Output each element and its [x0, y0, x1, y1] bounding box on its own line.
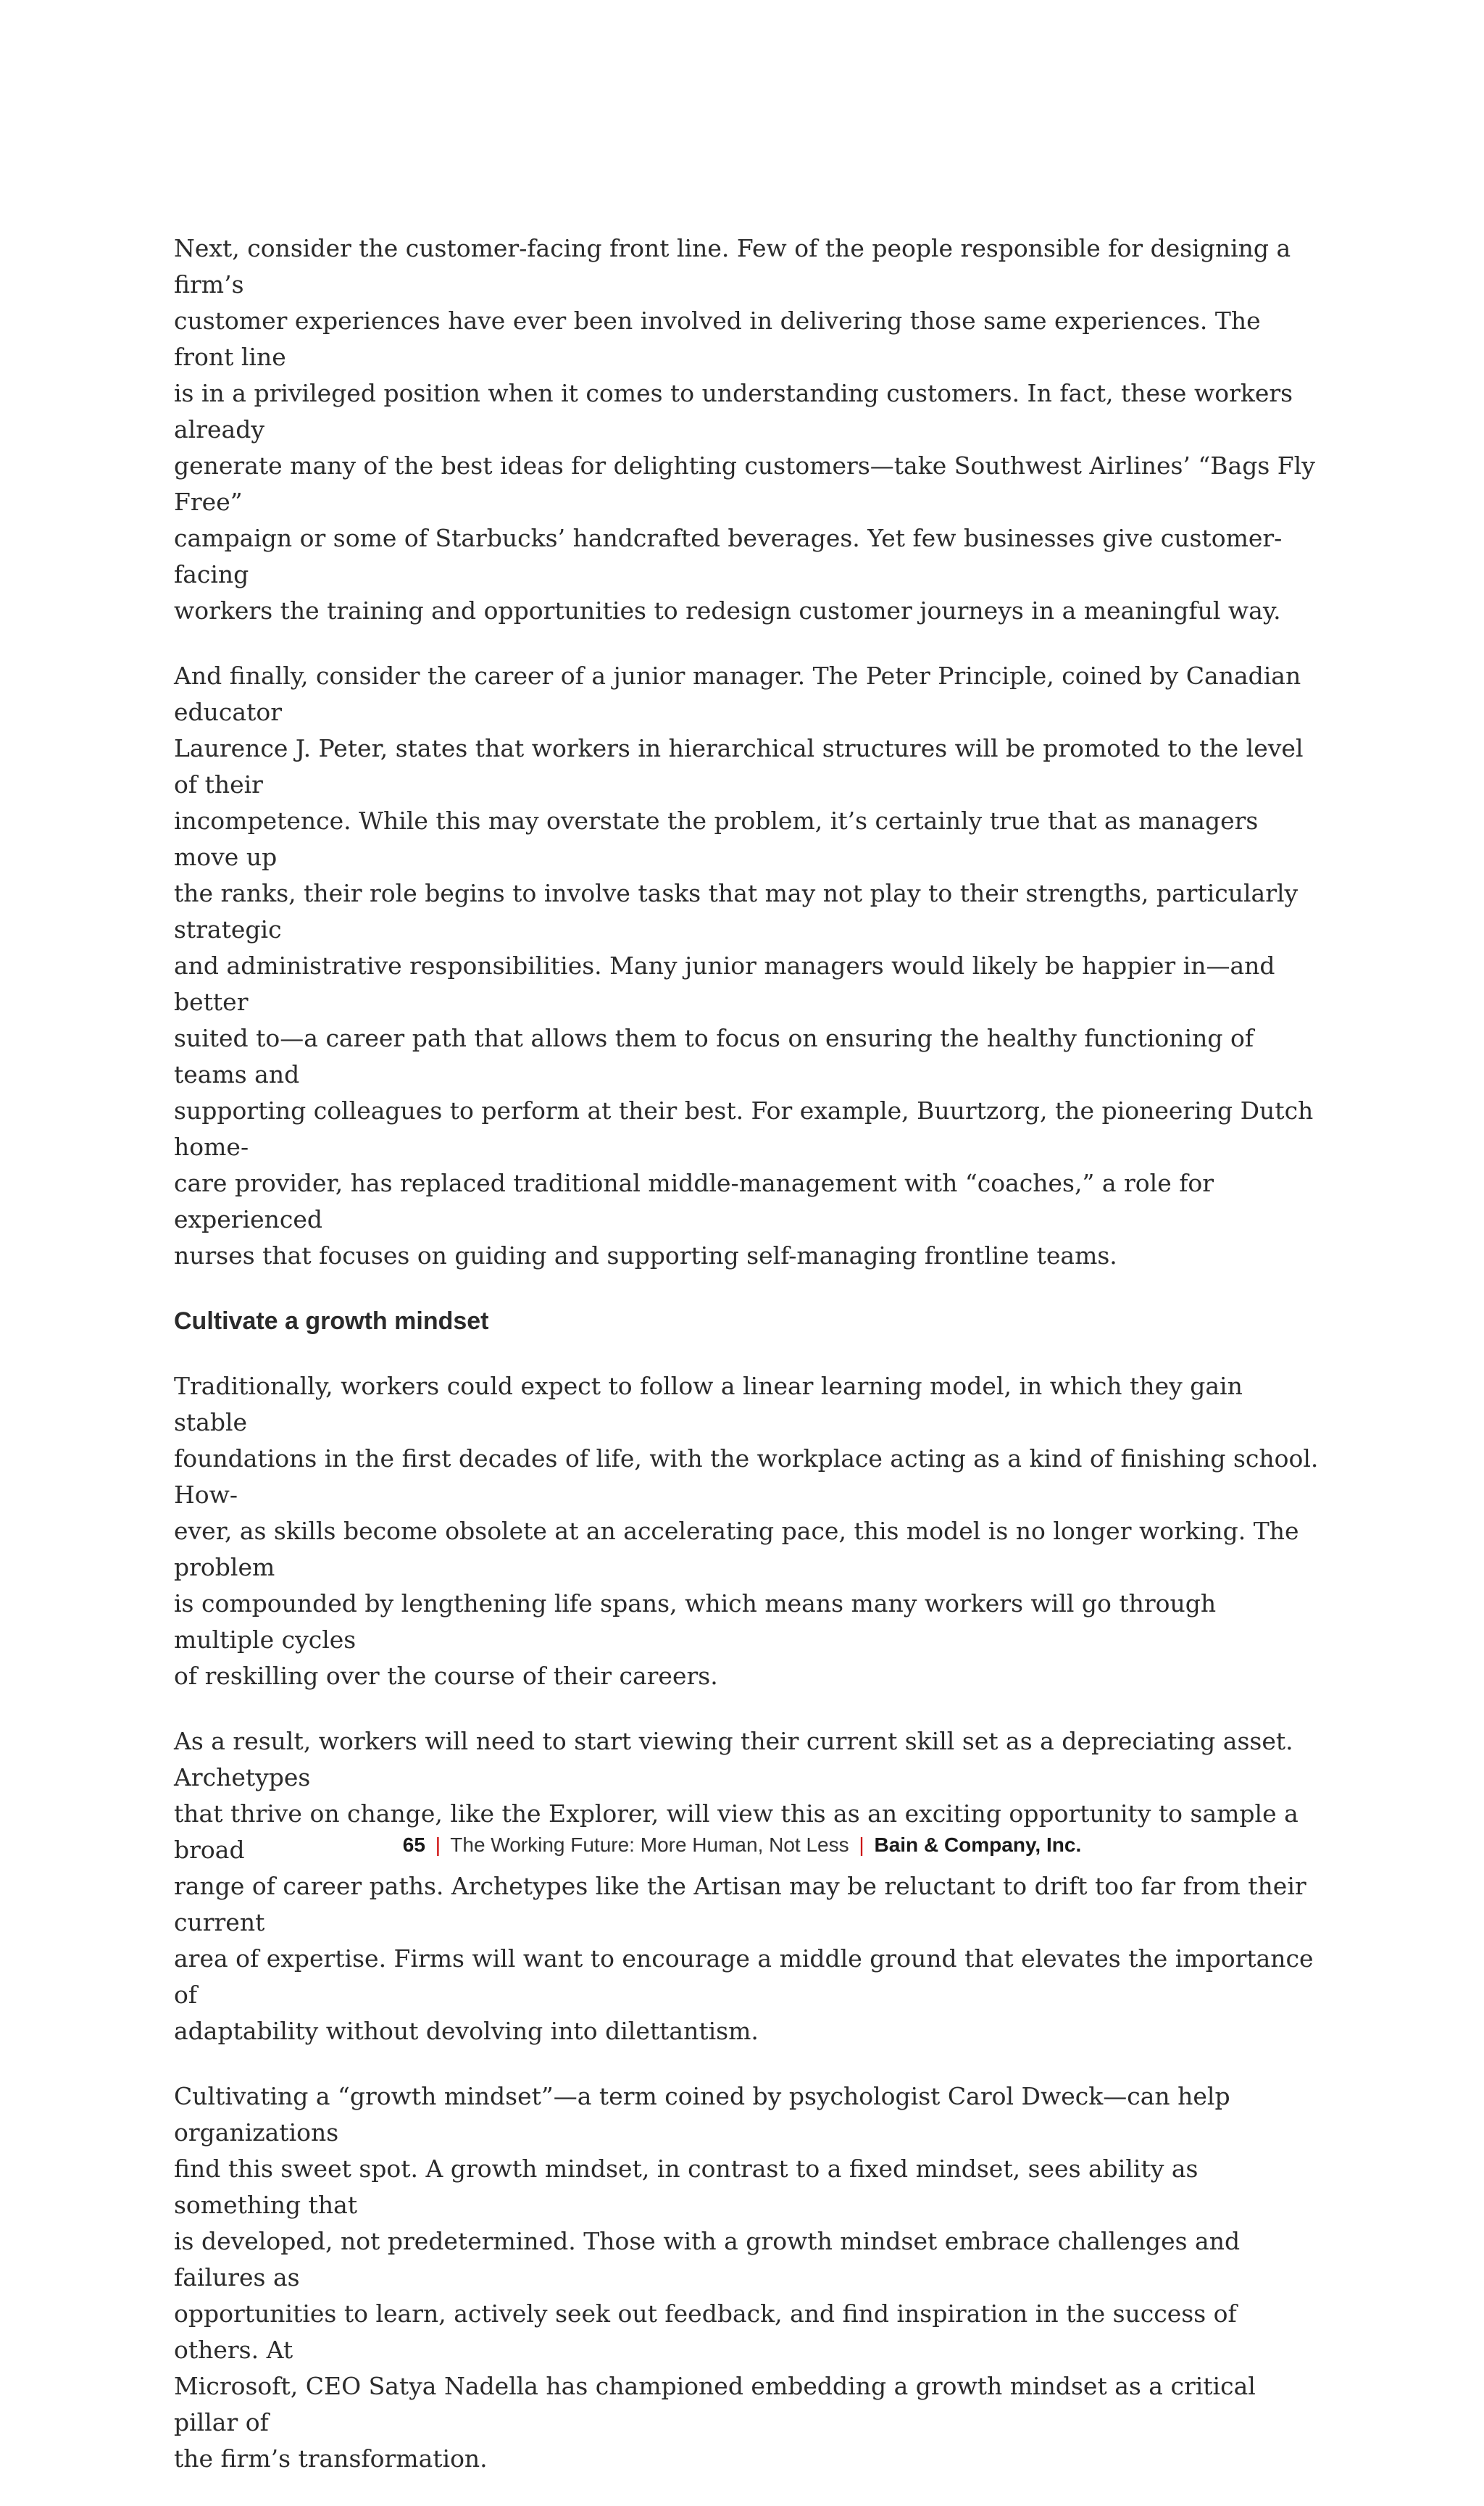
- paragraph-growth-mindset: Cultivating a “growth mindset”—a term coined by psychologist Carol Dweck—can help organizations find this sweet spot. A growth mindset, in contrast to a fixed mindset, sees ability as something that is developed, not predetermined. Those with a growth mindset embrace challenges and failures as opportunities to learn, actively seek out feedback, and find inspiration in the success of others. At Microsoft, CEO Satya Nadella has championed embedding a growth mindset as a critical pillar of the firm’s transformation.: [174, 2082, 1256, 2473]
- page-footer: [0, 1831, 1484, 1860]
- footer-separator: |: [859, 1833, 864, 1856]
- paragraph-depreciating-asset: As a result, workers will need to start viewing their current skill set as a depreciating asset. Archetypes that thrive on change, like the Explorer, will view this as an exciting opportunity to sample a broad range of career paths. Archetypes like the Artisan may be reluctant to drift too far from their current area of expertise. Firms will want to encourage a middle ground that elevates the importance of adaptability without devolving into dilettantism.: [174, 1727, 1314, 2045]
- paragraph-front-line: Next, consider the customer-facing front line. Few of the people responsible for designing a firm’s customer experiences have ever been involved in delivering those same experiences. The front line is in a privileged position when it comes to understanding customers. In fact, these workers already generate many of the best ideas for delighting customers—take Southwest Airlines’ “Bags Fly Free” campaign or some of Starbucks’ handcrafted beverages. Yet few businesses give customer-facing workers the training and opportunities to redesign customer journeys in a meaningful way.: [174, 234, 1315, 625]
- footer-separator: |: [435, 1833, 441, 1856]
- company-name: Bain & Company, Inc.: [874, 1833, 1082, 1856]
- section-heading: Cultivate a growth mindset: [174, 1307, 489, 1335]
- paragraph-linear-learning: Traditionally, workers could expect to follow a linear learning model, in which they gain stable foundations in the first decades of life, with the workplace acting as a kind of finishing school. How- ever, as skills become obsolete at an accelerating pace, this model is no longer working. The problem is compounded by lengthening life spans, which means many workers will go through multiple cycles of reskilling over the course of their careers.: [174, 1372, 1319, 1690]
- page-number: 65: [402, 1833, 425, 1856]
- body-content: [174, 230, 1319, 2506]
- report-title: The Working Future: More Human, Not Less: [450, 1833, 849, 1856]
- paragraph-junior-manager: And finally, consider the career of a junior manager. The Peter Principle, coined by Canadian educator Laurence J. Peter, states that workers in hierarchical structures will be promoted to the level of their incompetence. While this may overstate the problem, it’s certainly true that as managers move up the ranks, their role begins to involve tasks that may not play to their strengths, particularly strategic and administrative responsibilities. Many junior managers would likely be happier in—and better suited to—a career path that allows them to focus on ensuring the healthy functioning of teams and supporting colleagues to perform at their best. For example, Buurtzorg, the pioneering Dutch home- care provider, has replaced traditional middle-management with “coaches,” a role for experienced nurses that focuses on guiding and supporting self-managing frontline teams.: [174, 662, 1314, 1270]
